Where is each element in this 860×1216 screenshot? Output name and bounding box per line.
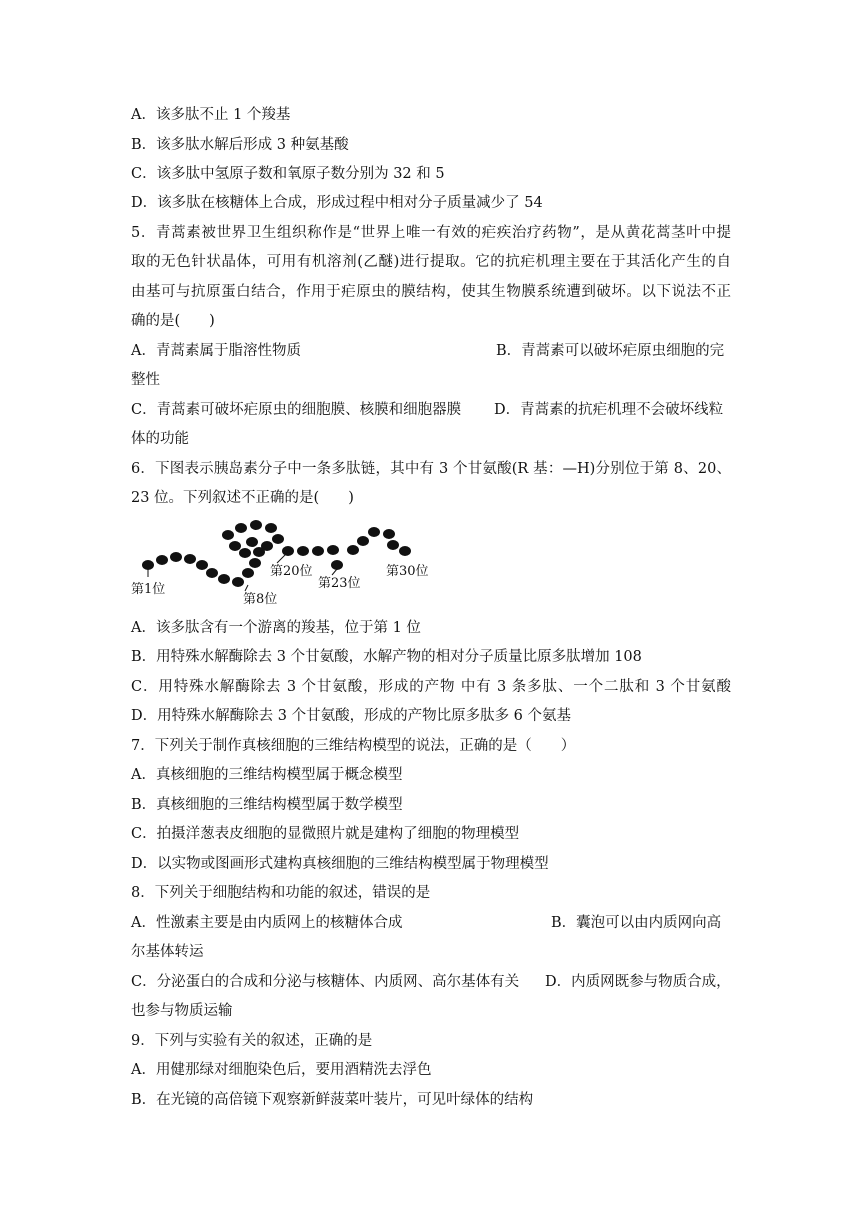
q4-option-a: A．该多肽不止 1 个羧基 <box>131 107 291 123</box>
q4-option-b: B．该多肽水解后形成 3 种氨基酸 <box>131 137 349 153</box>
q8-stem: 8．下列关于细胞结构和功能的叙述，错误的是 <box>131 885 431 901</box>
q9-option-b: B．在光镜的高倍镜下观察新鲜菠菜叶装片，可见叶绿体的结构 <box>131 1092 534 1108</box>
q5-options-row-1 <box>131 341 731 361</box>
q6-option-d: D．用特殊水解酶除去 3 个甘氨酸，形成的产物比原多肽多 6 个氨基 <box>131 708 572 724</box>
q7-option-c: C．拍摄洋葱表皮细胞的显微照片就是建构了细胞的物理模型 <box>131 826 520 842</box>
q6-option-c: C．用特殊水解酶除去 3 个甘氨酸，形成的产物 中有 3 条多肽、一个二肽和 3 个甘氨酸 <box>131 679 731 695</box>
label-position-1: 第1位 <box>131 582 166 597</box>
q6-stem-line-2: 23 位。下列叙述不正确的是( ) <box>131 490 354 506</box>
q4-option-d: D．该多肽在核糖体上合成，形成过程中相对分子质量减少了 54 <box>131 195 543 211</box>
q8-options-row-2 <box>131 972 731 992</box>
label-position-20: 第20位 <box>270 564 313 579</box>
q5-options-row-2 <box>131 400 731 420</box>
q9-option-a: A．用健那绿对细胞染色后，要用酒精洗去浮色 <box>131 1062 432 1078</box>
polypeptide-chain-figure <box>131 519 431 611</box>
q5-option-a: A．青蒿素属于脂溶性物质 <box>131 343 301 359</box>
q5-stem-line-2: 取的无色针状晶体，可用有机溶剂(乙醚)进行提取。它的抗疟机理主要在于其活化产生的自 <box>131 254 731 270</box>
q8-option-d: D．内质网既参与物质合成， <box>545 974 731 990</box>
q8-option-b: B．囊泡可以由内质网向高 <box>551 915 722 931</box>
q8-option-c: C．分泌蛋白的合成和分泌与核糖体、内质网、高尔基体有关 <box>131 974 520 990</box>
q6-option-b: B．用特殊水解酶除去 3 个甘氨酸，水解产物的相对分子质量比原多肽增加 108 <box>131 649 642 665</box>
q5-option-b-wrap: 整性 <box>131 372 160 388</box>
q9-stem: 9．下列与实验有关的叙述，正确的是 <box>131 1033 373 1049</box>
q5-stem-line-3: 由基可与抗原蛋白结合，作用于疟原虫的膜结构，使其生物膜系统遭到破坏。以下说法不正 <box>131 284 731 300</box>
q6-option-a: A．该多肽含有一个游离的羧基，位于第 1 位 <box>131 620 421 636</box>
q7-option-a: A．真核细胞的三维结构模型属于概念模型 <box>131 767 403 783</box>
q8-option-a: A．性激素主要是由内质网上的核糖体合成 <box>131 915 403 931</box>
q8-option-d-wrap: 也参与物质运输 <box>131 1003 233 1019</box>
q5-option-c: C．青蒿素可破坏疟原虫的细胞膜、核膜和细胞器膜 <box>131 402 462 418</box>
q7-option-b: B．真核细胞的三维结构模型属于数学模型 <box>131 797 403 813</box>
q5-stem-line-4: 确的是( ) <box>131 313 215 329</box>
q7-option-d: D．以实物或图画形式建构真核细胞的三维结构模型属于物理模型 <box>131 856 549 872</box>
q5-option-d-wrap: 体的功能 <box>131 431 189 447</box>
q5-option-d: D．青蒿素的抗疟机理不会破坏线粒 <box>494 402 724 418</box>
q4-option-c: C．该多肽中氢原子数和氧原子数分别为 32 和 5 <box>131 166 445 182</box>
label-position-30: 第30位 <box>386 564 429 579</box>
q7-stem: 7．下列关于制作真核细胞的三维结构模型的说法，正确的是（ ） <box>131 738 576 754</box>
q6-stem-line-1: 6．下图表示胰岛素分子中一条多肽链，其中有 3 个甘氨酸(R 基：—H)分别位于第 8、20、 <box>131 461 731 477</box>
q8-options-row-1 <box>131 913 731 933</box>
q8-option-b-wrap: 尔基体转运 <box>131 944 204 960</box>
label-position-23: 第23位 <box>318 576 361 591</box>
label-position-8: 第8位 <box>243 592 278 607</box>
q5-option-b: B．青蒿素可以破坏疟原虫细胞的完 <box>496 343 725 359</box>
q5-stem-line-1: 5．青蒿素被世界卫生组织称作是“世界上唯一有效的疟疾治疗药物”，是从黄花蒿茎叶中提 <box>131 225 731 241</box>
